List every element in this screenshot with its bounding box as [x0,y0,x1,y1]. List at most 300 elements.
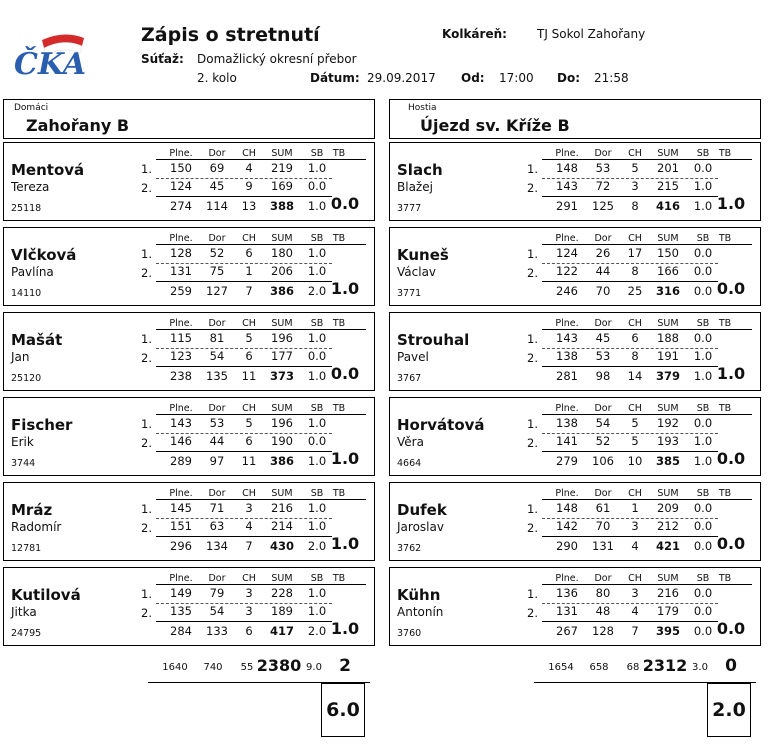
player-tb: 1.0 [716,364,746,383]
player-first-name: Radomír [11,520,62,534]
score-cell: 133 [206,624,228,638]
score-cell: 373 [269,369,294,383]
column-header: Plne. [169,233,193,244]
score-cell: 71 [209,501,225,515]
score-cell: 0.0 [693,604,713,618]
score-cell: 14 [627,369,643,383]
row-number: 1. [527,247,538,261]
column-header: TB [718,318,732,329]
score-cell: 4 [631,604,639,618]
player-first-name: Jan [11,350,30,364]
divider [542,536,718,537]
total-sb: 9.0 [306,662,322,673]
score-cell: 143 [170,416,192,430]
column-header: SUM [657,488,679,499]
player-card [3,482,375,561]
score-cell: 166 [657,264,679,278]
score-cell: 54 [209,604,225,618]
column-header: Dor [594,318,612,329]
row-number: 2. [527,351,538,365]
score-cell: 114 [206,199,228,213]
score-cell: 316 [655,284,680,298]
score-cell: 80 [595,586,611,600]
player-id: 3767 [397,373,422,384]
player-first-name: Erik [11,435,34,449]
column-header: SUM [657,318,679,329]
score-cell: 72 [595,179,611,193]
divider [542,196,718,197]
score-cell: 1.0 [307,604,327,618]
alley-label: Kolkáreň: [442,27,507,41]
score-cell: 125 [592,199,614,213]
row-number: 1. [141,247,152,261]
row-number: 1. [141,417,152,431]
to-label: Do: [557,71,581,85]
player-card [389,482,761,561]
score-cell: 5 [245,331,253,345]
column-header: Plne. [555,148,579,159]
score-cell: 2.0 [307,539,327,553]
score-cell: 1.0 [693,434,713,448]
total-ch: 55 [240,662,254,673]
column-header: SB [696,488,710,499]
player-card [389,397,761,476]
player-first-name: Tereza [11,180,50,194]
score-cell: 190 [271,434,293,448]
column-header: TB [718,403,732,414]
divider [156,414,366,415]
player-card [389,312,761,391]
score-cell: 246 [556,284,578,298]
score-cell: 296 [170,539,192,553]
player-last-name: Strouhal [397,331,470,349]
total-dor: 740 [203,662,223,673]
player-tb: 1.0 [716,194,746,213]
column-header: CH [628,318,642,329]
row-number: 2. [141,266,152,280]
player-last-name: Horvátová [397,416,485,434]
score-cell: 131 [592,539,614,553]
alley-value: TJ Sokol Zahořany [537,27,646,41]
home-team-label: Domáci [14,103,49,113]
score-cell: 0.0 [693,284,713,298]
score-cell: 2.0 [307,284,327,298]
score-cell: 1.0 [307,519,327,533]
divider [156,499,366,500]
player-last-name: Slach [397,161,443,179]
player-id: 3760 [397,628,422,639]
score-cell: 45 [595,331,611,345]
score-cell: 61 [595,501,611,515]
column-header: SUM [271,403,293,414]
divider [156,451,332,452]
divider [156,366,332,367]
column-header: TB [332,318,346,329]
score-cell: 386 [269,454,294,468]
row-number: 2. [527,181,538,195]
score-cell: 128 [170,246,192,260]
player-last-name: Mentová [11,161,85,179]
column-header: CH [628,148,642,159]
score-cell: 0.0 [693,519,713,533]
divider [542,451,718,452]
divider [156,621,332,622]
score-cell: 0.0 [693,539,713,553]
column-header: Dor [208,318,226,329]
divider [156,244,366,245]
column-header: TB [718,573,732,584]
total-plne: 1640 [162,662,188,673]
score-cell: 289 [170,454,192,468]
column-header: SB [696,318,710,329]
score-cell: 216 [271,501,293,515]
score-cell: 1.0 [693,349,713,363]
player-card [389,142,761,221]
score-cell: 97 [209,454,225,468]
score-cell: 10 [627,454,643,468]
column-header: Dor [594,488,612,499]
score-cell: 290 [556,539,578,553]
player-first-name: Pavlína [11,265,54,279]
player-id: 4664 [397,458,422,469]
column-header: Dor [594,573,612,584]
score-cell: 5 [245,416,253,430]
player-tb: 0.0 [716,449,746,468]
score-cell: 1.0 [307,264,327,278]
to-value: 21:58 [594,71,629,85]
home-team-header [3,99,375,139]
score-cell: 281 [556,369,578,383]
column-header: SB [696,233,710,244]
score-cell: 1.0 [307,586,327,600]
column-header: Plne. [169,488,193,499]
divider [542,414,752,415]
divider [156,584,366,585]
score-cell: 138 [556,416,578,430]
row-number: 1. [527,417,538,431]
column-header: CH [242,233,256,244]
total-ch: 68 [626,662,640,673]
column-header: TB [332,403,346,414]
away-team-label: Hostia [408,103,437,113]
divider [542,244,752,245]
column-header: Dor [594,403,612,414]
score-cell: 79 [209,586,225,600]
player-tb: 0.0 [330,364,360,383]
score-cell: 0.0 [693,586,713,600]
score-cell: 216 [657,586,679,600]
column-header: TB [332,488,346,499]
score-cell: 135 [170,604,192,618]
score-cell: 201 [657,161,679,175]
away-final-score: 2.0 [707,683,751,737]
divider [542,584,752,585]
row-number: 2. [141,521,152,535]
score-cell: 4 [245,519,253,533]
score-cell: 2.0 [307,624,327,638]
score-cell: 128 [592,624,614,638]
player-card [3,312,375,391]
score-cell: 1.0 [693,369,713,383]
column-header: Dor [208,148,226,159]
player-tb: 0.0 [716,534,746,553]
score-cell: 191 [657,349,679,363]
score-cell: 131 [556,604,578,618]
player-tb: 0.0 [330,194,360,213]
score-cell: 1.0 [307,161,327,175]
score-cell: 123 [170,349,192,363]
column-header: CH [242,318,256,329]
score-cell: 143 [556,331,578,345]
column-header: SUM [271,318,293,329]
player-card [3,227,375,306]
score-cell: 206 [271,264,293,278]
away-team-name: Újezd sv. Kříže B [420,116,570,135]
score-cell: 5 [631,161,639,175]
score-cell: 259 [170,284,192,298]
total-tb: 2 [339,656,351,676]
row-number: 1. [527,162,538,176]
page-title: Zápis o stretnutí [141,24,320,46]
score-cell: 5 [631,434,639,448]
score-cell: 69 [209,161,225,175]
divider [156,196,332,197]
score-cell: 98 [595,369,611,383]
score-cell: 1.0 [307,416,327,430]
column-header: SB [696,148,710,159]
column-header: Dor [594,233,612,244]
column-header: SUM [271,148,293,159]
column-header: SB [696,573,710,584]
score-cell: 13 [241,199,257,213]
player-id: 3771 [397,288,422,299]
score-cell: 385 [655,454,680,468]
score-cell: 8 [631,264,639,278]
score-cell: 1.0 [693,199,713,213]
score-cell: 6 [245,434,253,448]
player-last-name: Dufek [397,501,447,519]
column-header: Plne. [169,148,193,159]
player-tb: 1.0 [330,534,360,553]
divider [156,536,332,537]
column-header: SB [310,573,324,584]
player-last-name: Kühn [397,586,441,604]
score-cell: 291 [556,199,578,213]
score-cell: 0.0 [307,349,327,363]
home-team-name: Zahořany B [26,116,130,135]
score-cell: 5 [631,416,639,430]
row-number: 2. [141,351,152,365]
score-cell: 122 [556,264,578,278]
score-cell: 3 [245,604,253,618]
score-cell: 388 [269,199,294,213]
player-card [389,227,761,306]
score-cell: 7 [245,539,253,553]
score-cell: 141 [556,434,578,448]
score-cell: 0.0 [307,179,327,193]
score-cell: 148 [556,161,578,175]
column-header: TB [332,148,346,159]
score-cell: 131 [170,264,192,278]
player-first-name: Václav [397,265,437,279]
score-cell: 6 [245,246,253,260]
divider [542,159,752,160]
column-header: Plne. [169,573,193,584]
score-cell: 135 [206,369,228,383]
score-cell: 54 [595,416,611,430]
score-cell: 44 [595,264,611,278]
score-cell: 134 [206,539,228,553]
player-card [3,567,375,646]
competition-value: Domažlický okresní přebor [197,52,357,66]
score-cell: 150 [657,246,679,260]
score-cell: 53 [595,161,611,175]
score-cell: 212 [657,519,679,533]
score-cell: 25 [627,284,643,298]
column-header: CH [242,573,256,584]
score-cell: 0.0 [693,246,713,260]
score-cell: 3 [631,519,639,533]
score-cell: 0.0 [693,161,713,175]
player-first-name: Pavel [397,350,429,364]
score-cell: 8 [631,199,639,213]
total-tb: 0 [725,656,737,676]
score-cell: 26 [595,246,611,260]
from-label: Od: [461,71,485,85]
score-cell: 238 [170,369,192,383]
total-sum: 2312 [642,656,688,675]
row-number: 1. [141,332,152,346]
column-header: SUM [271,488,293,499]
column-header: TB [332,233,346,244]
score-cell: 0.0 [693,624,713,638]
score-cell: 430 [269,539,294,553]
row-number: 2. [527,521,538,535]
score-cell: 0.0 [693,264,713,278]
score-cell: 17 [627,246,643,260]
player-last-name: Mašát [11,331,63,349]
score-cell: 189 [271,604,293,618]
svg-text:ČKA: ČKA [14,47,87,80]
row-number: 1. [527,332,538,346]
score-cell: 70 [595,284,611,298]
score-cell: 124 [556,246,578,260]
player-id: 3762 [397,543,422,554]
column-header: SUM [271,573,293,584]
row-number: 1. [141,587,152,601]
divider [156,159,366,160]
player-id: 25120 [11,373,42,384]
score-cell: 421 [655,539,680,553]
score-cell: 179 [657,604,679,618]
score-cell: 209 [657,501,679,515]
player-tb: 0.0 [716,619,746,638]
row-number: 2. [141,606,152,620]
player-first-name: Antonín [397,605,444,619]
player-id: 3777 [397,203,422,214]
score-cell: 127 [206,284,228,298]
score-cell: 81 [209,331,225,345]
score-cell: 145 [170,501,192,515]
score-cell: 1.0 [307,331,327,345]
score-cell: 148 [556,501,578,515]
player-id: 12781 [11,543,42,554]
column-header: CH [628,403,642,414]
column-header: TB [718,233,732,244]
score-cell: 11 [241,454,257,468]
score-cell: 7 [631,624,639,638]
row-number: 1. [141,502,152,516]
score-cell: 3 [245,501,253,515]
competition-label: Súťaž: [141,52,184,66]
score-cell: 0.0 [693,501,713,515]
player-first-name: Blažej [397,180,433,194]
score-cell: 70 [595,519,611,533]
column-header: Plne. [555,233,579,244]
divider [156,329,366,330]
player-last-name: Fischer [11,416,73,434]
divider [542,329,752,330]
column-header: SUM [657,148,679,159]
column-header: Dor [208,233,226,244]
score-cell: 215 [657,179,679,193]
column-header: Dor [208,488,226,499]
score-cell: 214 [271,519,293,533]
score-cell: 1.0 [307,246,327,260]
score-cell: 379 [655,369,680,383]
divider [156,281,332,282]
divider [542,366,718,367]
score-cell: 9 [245,179,253,193]
score-cell: 1 [631,501,639,515]
total-sum: 2380 [256,656,302,675]
column-header: CH [242,148,256,159]
column-header: SB [310,318,324,329]
cka-logo [12,26,102,80]
score-cell: 279 [556,454,578,468]
player-tb: 1.0 [330,619,360,638]
score-cell: 75 [209,264,225,278]
player-first-name: Jaroslav [397,520,444,534]
column-header: CH [242,488,256,499]
score-cell: 63 [209,519,225,533]
score-cell: 1.0 [307,199,327,213]
score-cell: 188 [657,331,679,345]
round-value: 2. kolo [197,71,237,85]
score-cell: 416 [655,199,680,213]
score-cell: 151 [170,519,192,533]
score-cell: 8 [631,349,639,363]
player-card [389,567,761,646]
column-header: CH [242,403,256,414]
score-cell: 1.0 [307,501,327,515]
score-cell: 11 [241,369,257,383]
from-value: 17:00 [499,71,534,85]
row-number: 2. [141,436,152,450]
score-cell: 6 [245,349,253,363]
column-header: Plne. [169,403,193,414]
column-header: SUM [271,233,293,244]
column-header: SB [310,488,324,499]
score-cell: 1 [245,264,253,278]
player-card [3,142,375,221]
score-cell: 146 [170,434,192,448]
row-number: 2. [527,606,538,620]
score-cell: 1.0 [307,454,327,468]
score-cell: 52 [595,434,611,448]
score-cell: 1.0 [307,369,327,383]
score-cell: 52 [209,246,225,260]
